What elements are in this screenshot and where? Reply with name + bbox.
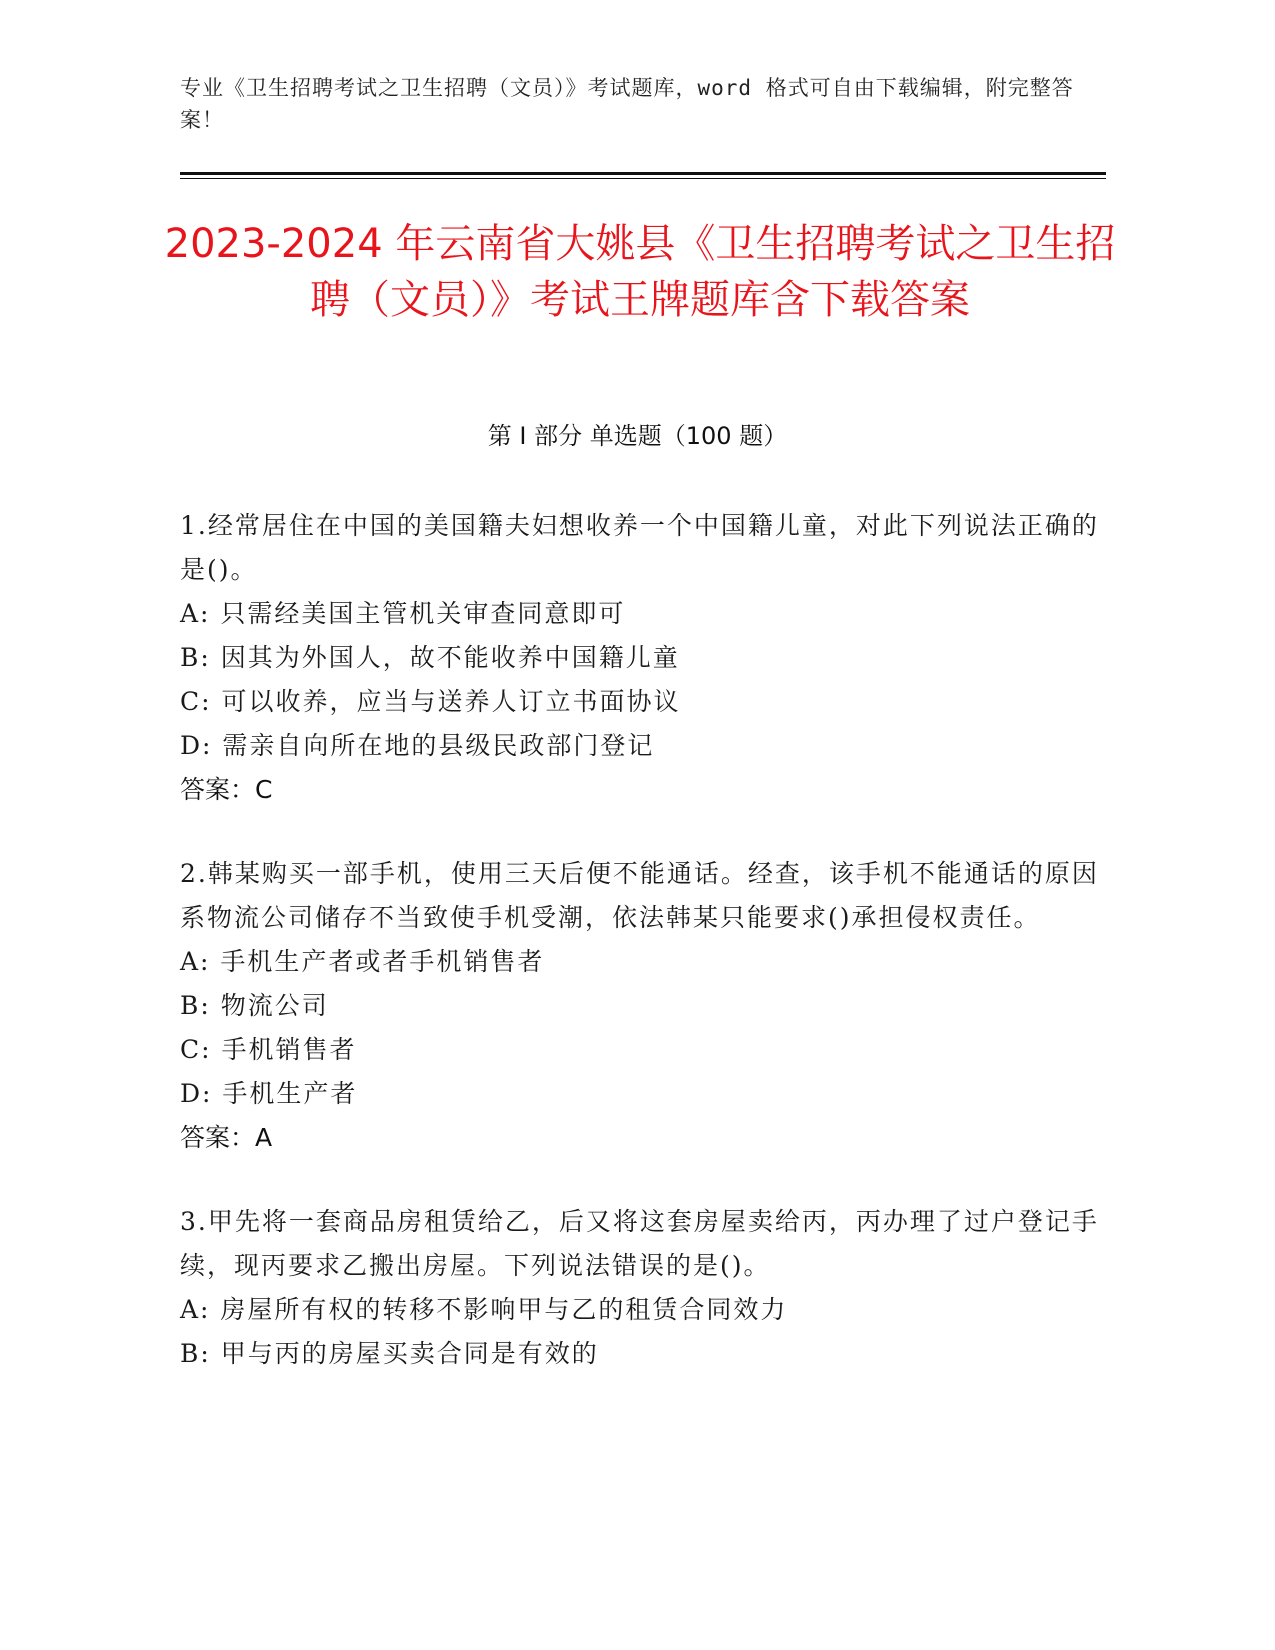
option-a: A: 只需经美国主管机关审查同意即可 <box>180 599 626 628</box>
question-2 <box>180 852 1100 1160</box>
option-c: C: 可以收养，应当与送养人订立书面协议 <box>180 687 681 716</box>
option-b: B: 因其为外国人，故不能收养中国籍儿童 <box>180 643 680 672</box>
question-3 <box>180 1200 1100 1376</box>
answer: 答案：A <box>180 1123 273 1152</box>
question-1 <box>180 504 1100 812</box>
option-b: B: 甲与丙的房屋买卖合同是有效的 <box>180 1339 599 1368</box>
header-note: 专业《卫生招聘考试之卫生招聘（文员）》考试题库，word 格式可自由下载编辑，附完整答案！ <box>180 76 1074 132</box>
header-rule-thin <box>180 178 1106 179</box>
header-rule-thick <box>180 172 1106 175</box>
question-list <box>180 504 1100 1416</box>
question-stem: 1.经常居住在中国的美国籍夫妇想收养一个中国籍儿童，对此下列说法正确的是()。 <box>180 511 1099 584</box>
option-b: B: 物流公司 <box>180 991 329 1020</box>
answer: 答案：C <box>180 775 273 804</box>
section-title: 第 I 部分 单选题（100 题） <box>487 422 788 450</box>
option-a: A: 房屋所有权的转移不影响甲与乙的租赁合同效力 <box>180 1295 788 1324</box>
option-a: A: 手机生产者或者手机销售者 <box>180 947 545 976</box>
question-stem: 2.韩某购买一部手机，使用三天后便不能通话。经查，该手机不能通话的原因系物流公司储存不当致使手机受潮，依法韩某只能要求()承担侵权责任。 <box>180 859 1099 932</box>
document-title: 2023-2024 年云南省大姚县《卫生招聘考试之卫生招聘（文员）》考试王牌题库含下载答案 <box>164 221 1116 323</box>
option-c: C: 手机销售者 <box>180 1035 357 1064</box>
question-stem: 3.甲先将一套商品房租赁给乙，后又将这套房屋卖给丙，丙办理了过户登记手续，现丙要求乙搬出房屋。下列说法错误的是()。 <box>180 1207 1099 1280</box>
option-d: D: 手机生产者 <box>180 1079 358 1108</box>
option-d: D: 需亲自向所在地的县级民政部门登记 <box>180 731 655 760</box>
